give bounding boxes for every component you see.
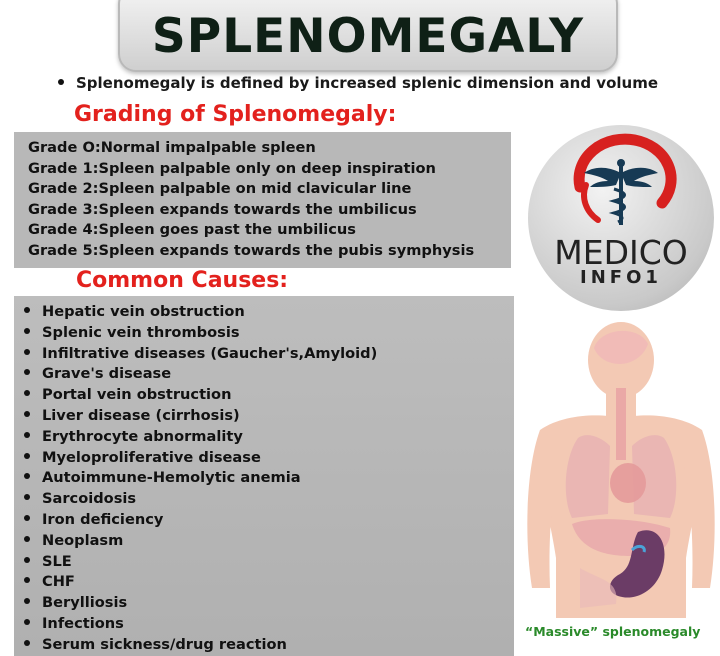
grade-item: Grade 5:Spleen expands towards the pubis symphysis — [28, 241, 475, 259]
cause-text: SLE — [42, 552, 72, 570]
cause-item — [24, 448, 514, 469]
cause-text: Infiltrative diseases (Gaucher's,Amyloid) — [42, 344, 378, 362]
cause-item — [24, 344, 514, 365]
cause-text: Infections — [42, 614, 124, 632]
bullet-icon — [24, 536, 30, 542]
bullet-icon — [24, 473, 30, 479]
cause-item — [24, 427, 514, 448]
cause-item — [24, 323, 514, 344]
cause-item — [24, 406, 514, 427]
bullet-icon — [24, 328, 30, 334]
cause-text: Erythrocyte abnormality — [42, 427, 243, 445]
grade-item: Grade 1:Spleen palpable only on deep inspiration — [28, 159, 436, 177]
cause-item — [24, 593, 514, 614]
cause-text: CHF — [42, 573, 75, 591]
logo-text-medico: MEDICO — [554, 233, 688, 272]
cause-text: Portal vein obstruction — [42, 386, 232, 404]
cause-text: Serum sickness/drug reaction — [42, 635, 287, 653]
bullet-icon — [24, 432, 30, 438]
cause-item — [24, 614, 514, 635]
cause-item — [24, 510, 514, 531]
bullet-icon — [24, 307, 30, 313]
title-banner — [118, 0, 618, 72]
definition-text: Splenomegaly is defined by increased splenic dimension and volume — [76, 74, 658, 92]
causes-list — [14, 296, 514, 656]
grade-item: Grade 3:Spleen expands towards the umbilicus — [28, 200, 417, 218]
medico-info-logo — [528, 125, 714, 311]
cause-item — [24, 531, 514, 552]
bullet-icon — [24, 577, 30, 583]
bullet-icon — [24, 557, 30, 563]
grade-item: Grade O:Normal impalpable spleen — [28, 139, 316, 156]
logo-text-info: INFO1 — [580, 267, 662, 288]
bullet-icon — [24, 453, 30, 459]
grading-panel — [14, 132, 511, 268]
figure-caption: “Massive” splenomegaly — [525, 624, 701, 639]
grading-list — [14, 132, 511, 262]
grade-item: Grade 4:Spleen goes past the umbilicus — [28, 221, 356, 239]
cause-item — [24, 364, 514, 385]
bullet-icon — [24, 640, 30, 646]
cause-item — [24, 385, 514, 406]
bullet-icon — [24, 349, 30, 355]
cause-text: Iron deficiency — [42, 510, 164, 528]
cause-item — [24, 552, 514, 573]
bullet-icon — [24, 598, 30, 604]
cause-text: Splenic vein thrombosis — [42, 323, 240, 341]
cause-item — [24, 489, 514, 510]
cause-item — [24, 468, 514, 489]
definition-line — [58, 74, 658, 92]
bullet-icon — [24, 411, 30, 417]
bullet-icon — [24, 494, 30, 500]
bullet-icon — [24, 369, 30, 375]
bullet-icon — [24, 515, 30, 521]
cause-item — [24, 635, 514, 656]
bullet-icon — [24, 619, 30, 625]
cause-text: Neoplasm — [42, 531, 124, 549]
cause-text: Liver disease (cirrhosis) — [42, 406, 240, 424]
anatomy-illustration — [520, 318, 720, 618]
cause-text: Berylliosis — [42, 594, 128, 612]
causes-panel — [14, 296, 514, 656]
causes-heading: Common Causes: — [76, 268, 289, 293]
cause-text: Autoimmune-Hemolytic anemia — [42, 469, 301, 487]
cause-text: Grave's disease — [42, 365, 172, 383]
cause-item — [24, 302, 514, 323]
cause-text: Myeloproliferative disease — [42, 448, 261, 466]
bullet-icon — [24, 390, 30, 396]
bullet-icon — [58, 79, 64, 85]
grade-item: Grade 2:Spleen palpable on mid clavicular line — [28, 180, 412, 198]
cause-text: Sarcoidosis — [42, 490, 137, 508]
cause-item — [24, 572, 514, 593]
grading-heading: Grading of Splenomegaly: — [74, 102, 397, 127]
page-title: SPLENOMEGALY — [151, 8, 585, 64]
cause-text: Hepatic vein obstruction — [42, 303, 245, 320]
